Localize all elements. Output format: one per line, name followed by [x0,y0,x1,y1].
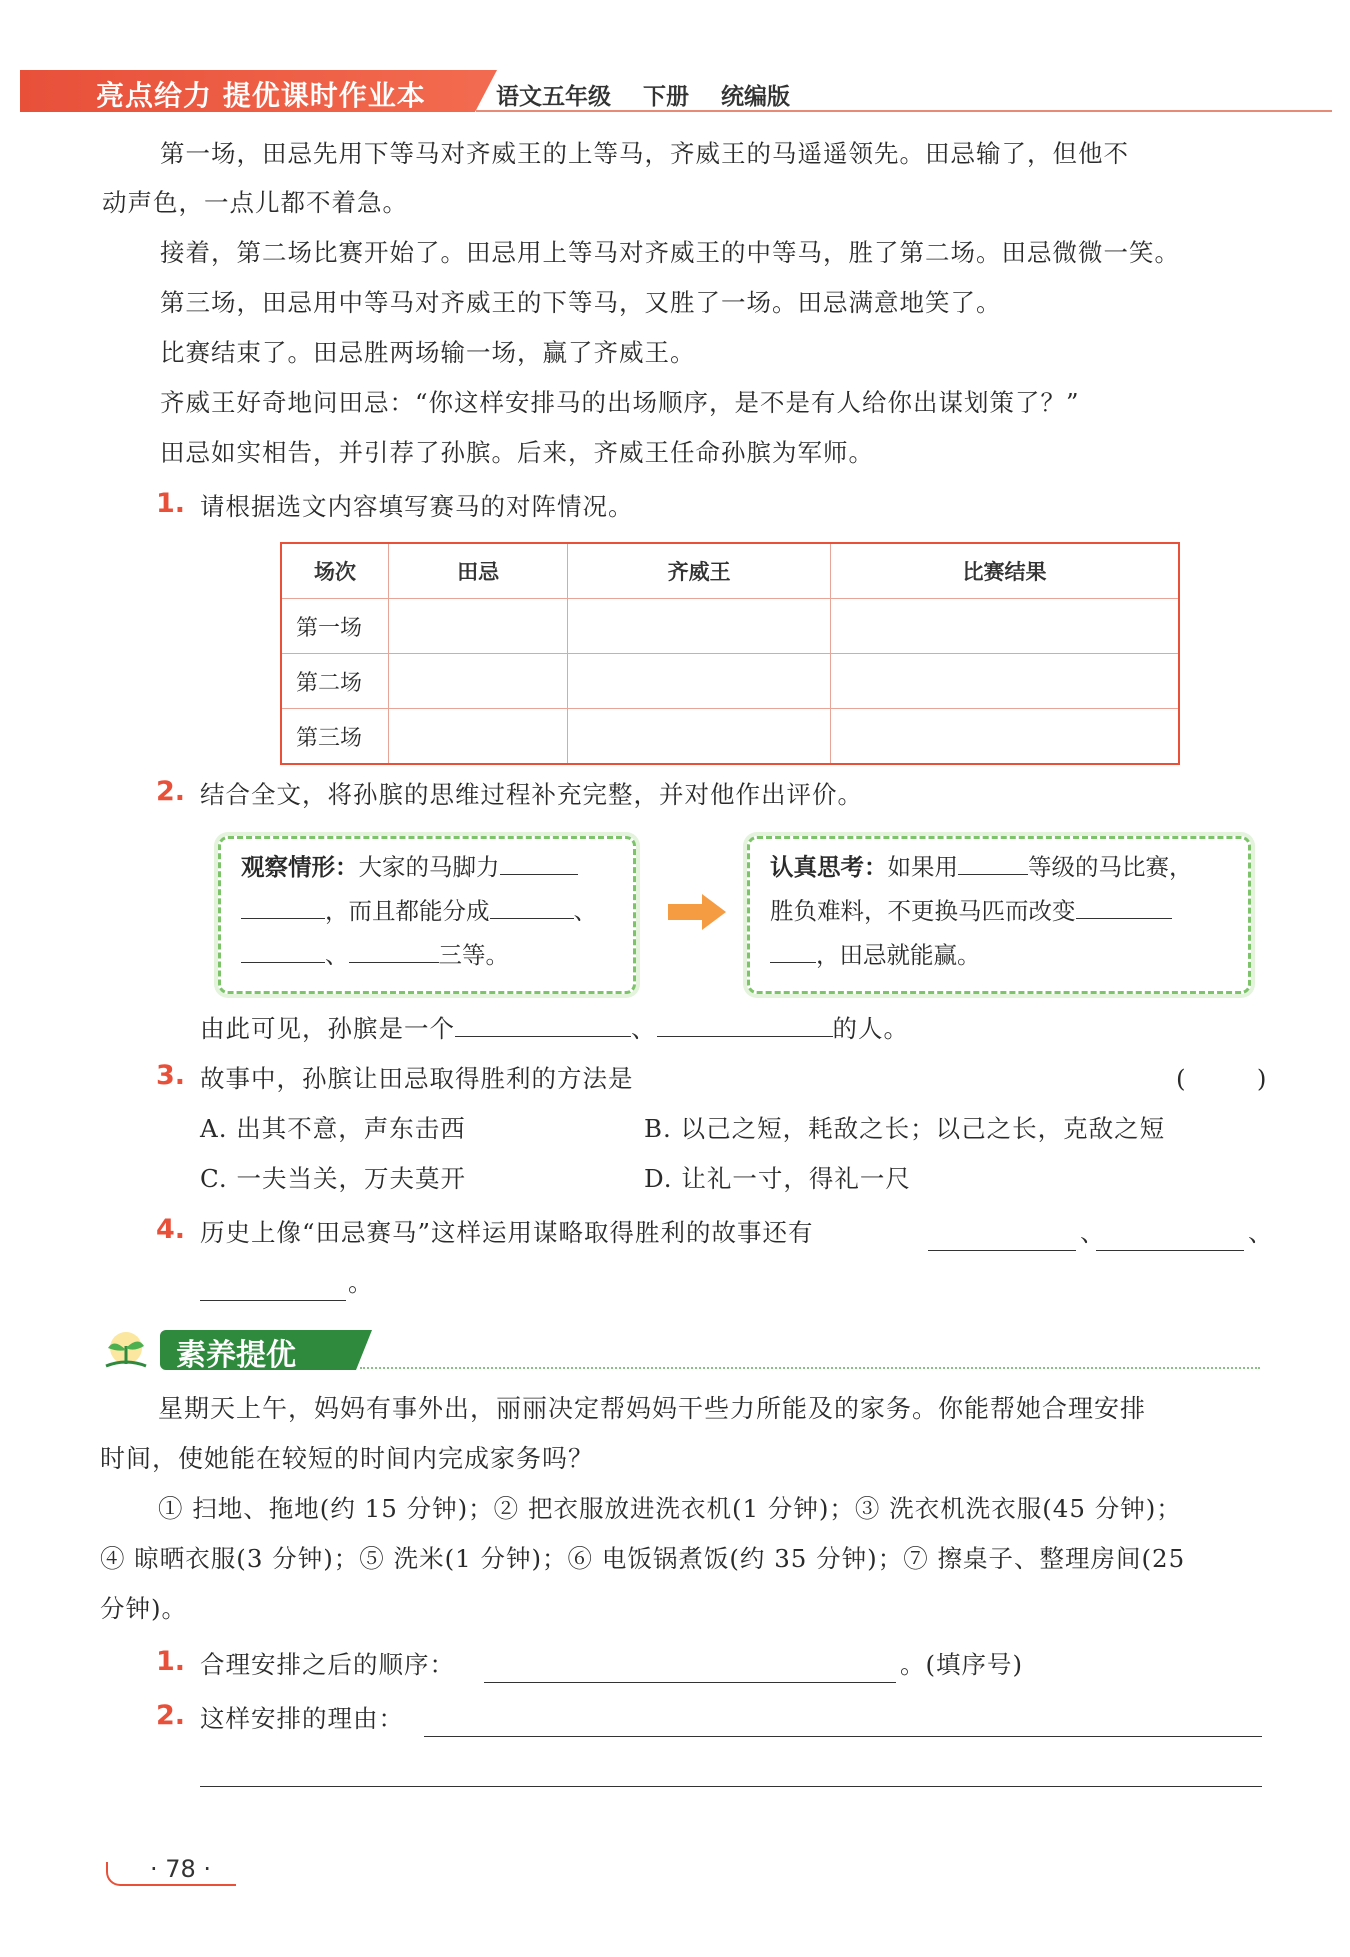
section-title: 素养提优 [176,1338,296,1373]
observation-label: 观察情形： [241,853,359,881]
question-1-text: 请根据选文内容填写赛马的对阵情况。 [200,492,634,521]
question-1-number: 1. [156,488,186,519]
blank[interactable] [490,892,574,919]
question-2-number: 2. [156,776,186,807]
table-header-row [281,543,1179,599]
row-label: 第三场 [281,709,389,765]
page-number-rule [140,1884,236,1886]
blank[interactable] [958,848,1028,875]
option-d[interactable]: D. 让礼一寸，得礼一尺 [644,1164,911,1193]
series-title: 亮点给力 提优课时作业本 [96,79,426,112]
arrow-icon [702,894,726,930]
passage-line-6: 齐威王好奇地问田忌：“你这样安排马的出场顺序，是不是有人给你出谋划策了？” [160,388,1080,417]
observation-text: 大家的马脚力 [358,853,500,881]
task-list-3: 分钟)。 [100,1594,188,1623]
table-header: 田忌 [389,543,568,599]
passage-line-4: 第三场，田忌用中等马对齐威王的下等马，又胜了一场。田忌满意地笑了。 [160,288,1002,317]
row-label: 第一场 [281,599,389,654]
separator: 、 [1080,1218,1106,1247]
answer-cell[interactable] [568,709,831,765]
passage-line-5: 比赛结束了。田忌胜两场输一场，赢了齐威王。 [160,338,696,367]
conclusion-line: 由此可见，孙膑是一个 、 的人。 [200,1010,909,1046]
match-table [280,542,1180,765]
answer-cell[interactable] [568,654,831,709]
answer-paren[interactable]: ( ) [1176,1064,1268,1093]
blank[interactable] [241,936,325,963]
order-blank[interactable] [484,1682,896,1683]
page-number-ornament [106,1862,148,1886]
row-label: 第二场 [281,654,389,709]
blank[interactable] [241,892,325,919]
table-header: 齐威王 [568,543,831,599]
thinking-text: 等级的马比赛， [1028,853,1193,881]
observation-text: ，而且都能分成 [325,897,490,925]
sprout-icon [100,1330,152,1372]
section-q2-text: 这样安排的理由： [200,1704,404,1733]
option-a[interactable]: A. 出其不意，声东击西 [200,1114,466,1143]
blank[interactable] [455,1010,631,1037]
section-intro-2: 时间，使她能在较短的时间内完成家务吗？ [100,1444,595,1473]
thinking-text: 胜负难料，不更换马匹而改变 [770,897,1076,925]
thinking-text: 如果用 [887,853,958,881]
answer-cell[interactable] [389,599,568,654]
conclusion-text: 的人。 [832,1014,909,1043]
section-intro-1: 星期天上午，妈妈有事外出，丽丽决定帮妈妈干些力所能及的家务。你能帮她合理安排 [158,1394,1147,1423]
observation-box: 观察情形：大家的马脚力 ，而且都能分成 、 、 三等。 [218,836,636,994]
book-subtitle: 语文五年级 下册 统编版 [496,84,791,110]
arrow-icon [668,904,702,920]
question-3-text: 故事中，孙膑让田忌取得胜利的方法是 [200,1064,634,1093]
option-c[interactable]: C. 一夫当关，万夫莫开 [200,1164,466,1193]
blank[interactable] [928,1250,1076,1251]
blank[interactable] [1076,892,1172,919]
section-q1-number: 1. [156,1646,186,1677]
answer-cell[interactable] [831,654,1179,709]
table-header: 场次 [281,543,389,599]
blank[interactable] [657,1010,833,1037]
table-row [281,709,1179,765]
blank[interactable] [770,936,816,963]
blank[interactable] [200,1300,346,1301]
table-header: 比赛结果 [831,543,1179,599]
section-q2-number: 2. [156,1700,186,1731]
passage-line-1: 第一场，田忌先用下等马对齐威王的上等马，齐威王的马遥遥领先。田忌输了，但他不 [160,139,1129,168]
blank[interactable] [349,936,439,963]
answer-cell[interactable] [831,599,1179,654]
page-number: · 78 · [150,1855,212,1883]
task-list-2: ④ 晾晒衣服(3 分钟)；⑤ 洗米(1 分钟)；⑥ 电饭锅煮饭(约 35 分钟)；⑦ 擦桌子、整理房间(25 [100,1544,1186,1573]
question-3-number: 3. [156,1060,186,1091]
blank[interactable] [500,848,578,875]
section-q1-text: 合理安排之后的顺序： [200,1650,455,1679]
question-4-number: 4. [156,1214,186,1245]
observation-text: 三等。 [438,941,509,969]
separator: 、 [1248,1218,1274,1247]
answer-cell[interactable] [568,599,831,654]
blank[interactable] [1096,1250,1244,1251]
thinking-label: 认真思考： [770,853,888,881]
passage-line-3: 接着，第二场比赛开始了。田忌用上等马对齐威王的中等马，胜了第二场。田忌微微一笑。 [160,238,1180,267]
header-rule [476,110,1332,112]
option-b[interactable]: B. 以己之短，耗敌之长；以己之长，克敌之短 [644,1114,1166,1143]
task-list-1: ① 扫地、拖地(约 15 分钟)；② 把衣服放进洗衣机(1 分钟)；③ 洗衣机洗衣服(45 分钟)； [158,1494,1182,1523]
conclusion-text: 由此可见，孙膑是一个 [200,1014,455,1043]
answer-cell[interactable] [389,709,568,765]
table-row [281,654,1179,709]
question-4-end: 。 [348,1268,374,1297]
question-2-text: 结合全文，将孙膑的思维过程补充完整，并对他作出评价。 [200,780,863,809]
answer-cell[interactable] [389,654,568,709]
thinking-text: ，田忌就能赢。 [816,941,981,969]
passage-line-2: 动声色，一点儿都不着急。 [102,188,408,217]
section-rule [360,1367,1260,1369]
question-4-text: 历史上像“田忌赛马”这样运用谋略取得胜利的故事还有 [200,1218,814,1247]
section-q1-end: 。(填序号) [900,1650,1024,1679]
passage-line-7: 田忌如实相告，并引荐了孙膑。后来，齐威王任命孙膑为军师。 [160,438,874,467]
answer-cell[interactable] [831,709,1179,765]
reason-blank[interactable] [424,1736,1262,1737]
reason-blank[interactable] [200,1786,1262,1787]
thinking-box [747,836,1251,994]
table-row [281,599,1179,654]
